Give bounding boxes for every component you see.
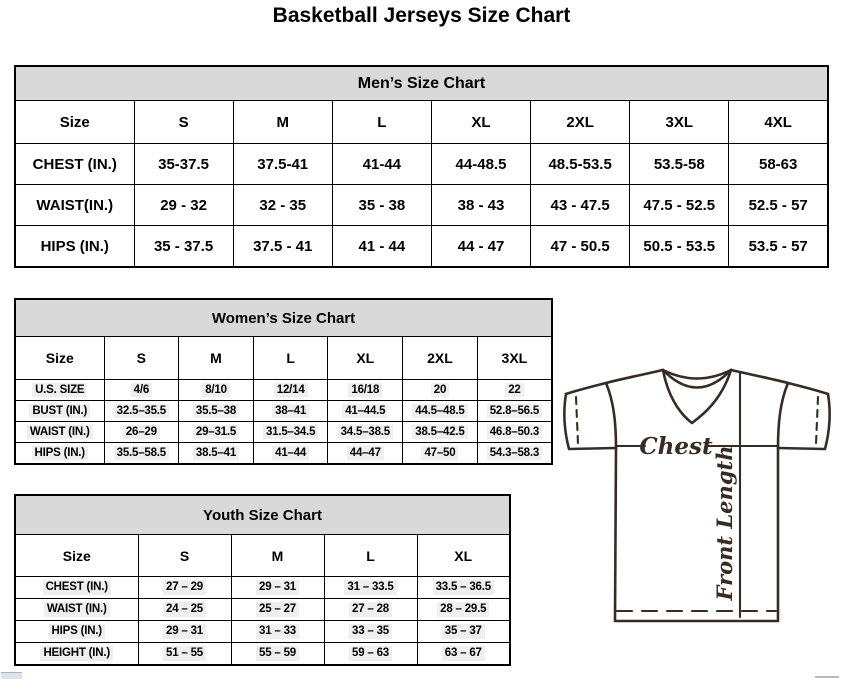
size-col-header: 2XL bbox=[531, 101, 630, 144]
size-col-header: 3XL bbox=[477, 337, 552, 380]
cell bbox=[417, 621, 510, 643]
table-row bbox=[15, 144, 828, 185]
cell bbox=[179, 401, 254, 422]
row-label bbox=[15, 401, 104, 422]
cell-value: 31 – 33.5 bbox=[344, 580, 396, 594]
cell-value: 38 - 43 bbox=[431, 185, 530, 226]
cell bbox=[138, 577, 231, 599]
cell-value: 27 – 28 bbox=[349, 602, 392, 616]
row-label bbox=[15, 621, 138, 643]
mens-table-title: Men’s Size Chart bbox=[15, 66, 828, 101]
cell-value: 29–31.5 bbox=[193, 425, 239, 439]
mens-size-table bbox=[14, 65, 829, 268]
cell bbox=[328, 380, 403, 401]
size-col-header: 4XL bbox=[729, 101, 828, 144]
row-label bbox=[15, 380, 104, 401]
size-col-header: M bbox=[231, 535, 324, 577]
cell bbox=[477, 380, 552, 401]
cell-value: 37.5-41 bbox=[233, 144, 332, 185]
cell-value: 47–50 bbox=[421, 446, 458, 460]
size-corner-label: Size bbox=[15, 337, 104, 380]
cell bbox=[104, 443, 179, 465]
cell-value: 43 - 47.5 bbox=[531, 185, 630, 226]
row-label bbox=[15, 577, 138, 599]
page-artifact bbox=[1, 672, 22, 679]
cell-value: 41–44.5 bbox=[342, 404, 388, 418]
cell-value: 32 - 35 bbox=[233, 185, 332, 226]
cell bbox=[417, 643, 510, 666]
cell-value: 25 – 27 bbox=[256, 602, 299, 616]
cell-value: 54.3–58.3 bbox=[487, 446, 542, 460]
cell-value: 26–29 bbox=[123, 425, 160, 439]
cell-value: 38.5–42.5 bbox=[412, 425, 467, 439]
cell bbox=[138, 599, 231, 621]
cell bbox=[104, 422, 179, 443]
cell-value: 44–47 bbox=[347, 446, 384, 460]
cell-value: 12/14 bbox=[274, 383, 308, 397]
womens-size-table bbox=[14, 298, 553, 465]
cell-value: 35.5–58.5 bbox=[114, 446, 169, 460]
row-label bbox=[15, 643, 138, 666]
cell-value: 38.5–41 bbox=[193, 446, 239, 460]
cell-value: 35.5–38 bbox=[193, 404, 239, 418]
cell bbox=[231, 577, 324, 599]
cell-value: 27 – 29 bbox=[163, 580, 206, 594]
table-row bbox=[15, 577, 510, 599]
cell bbox=[324, 621, 417, 643]
row-label-text: WAIST (IN.) bbox=[27, 425, 93, 439]
cell bbox=[138, 621, 231, 643]
row-label bbox=[15, 599, 138, 621]
cell bbox=[253, 401, 328, 422]
cell bbox=[253, 380, 328, 401]
table-row bbox=[15, 226, 828, 268]
cell-value: 52.5 - 57 bbox=[729, 185, 828, 226]
size-col-header: L bbox=[332, 101, 431, 144]
table-row bbox=[15, 599, 510, 621]
cell-value: 41-44 bbox=[332, 144, 431, 185]
cell-value: 32.5–35.5 bbox=[114, 404, 169, 418]
cell-value: 55 – 59 bbox=[256, 646, 299, 660]
table-row bbox=[15, 422, 552, 443]
cell bbox=[104, 380, 179, 401]
table-row bbox=[15, 66, 828, 101]
cell-value: 35-37.5 bbox=[134, 144, 233, 185]
cell-value: 29 – 31 bbox=[163, 624, 206, 638]
table-row bbox=[15, 443, 552, 465]
size-col-header: L bbox=[324, 535, 417, 577]
youth-table-title: Youth Size Chart bbox=[15, 495, 510, 535]
cell-value: 52.8–56.5 bbox=[487, 404, 542, 418]
cell-value: 44-48.5 bbox=[431, 144, 530, 185]
cell-value: 58-63 bbox=[729, 144, 828, 185]
cell-value: 24 – 25 bbox=[163, 602, 206, 616]
youth-size-table bbox=[14, 494, 511, 666]
cell bbox=[477, 401, 552, 422]
cell-value: 41–44 bbox=[272, 446, 309, 460]
size-col-header: M bbox=[233, 101, 332, 144]
table-row bbox=[15, 643, 510, 666]
cell bbox=[324, 643, 417, 666]
table-row bbox=[15, 535, 510, 577]
cell-value: 31.5–34.5 bbox=[263, 425, 318, 439]
cell-value: 22 bbox=[505, 383, 523, 397]
cell bbox=[179, 380, 254, 401]
cell-value: 35 – 37 bbox=[442, 624, 485, 638]
cell-value: 16/18 bbox=[348, 383, 382, 397]
cell bbox=[328, 401, 403, 422]
cell-value: 53.5 - 57 bbox=[729, 226, 828, 268]
cell bbox=[328, 422, 403, 443]
size-col-header: S bbox=[104, 337, 179, 380]
row-label-text: HIPS (IN.) bbox=[32, 446, 88, 460]
cell-value: 8/10 bbox=[202, 383, 230, 397]
cell-value: 51 – 55 bbox=[163, 646, 206, 660]
cell bbox=[231, 599, 324, 621]
size-col-header: S bbox=[138, 535, 231, 577]
cell-value: 38–41 bbox=[272, 404, 309, 418]
cell bbox=[179, 422, 254, 443]
size-corner-label: Size bbox=[15, 535, 138, 577]
row-label-text: BUST (IN.) bbox=[29, 404, 90, 418]
cell bbox=[231, 621, 324, 643]
table-row bbox=[15, 380, 552, 401]
cell bbox=[324, 577, 417, 599]
womens-table-title: Women’s Size Chart bbox=[15, 299, 552, 337]
table-row bbox=[15, 337, 552, 380]
size-col-header: M bbox=[179, 337, 254, 380]
cell bbox=[417, 577, 510, 599]
cell-value: 31 – 33 bbox=[256, 624, 299, 638]
cell-value: 34.5–38.5 bbox=[338, 425, 393, 439]
cell-value: 48.5-53.5 bbox=[531, 144, 630, 185]
cell-value: 47 - 50.5 bbox=[531, 226, 630, 268]
cell-value: 35 - 37.5 bbox=[134, 226, 233, 268]
cell-value: 35 - 38 bbox=[332, 185, 431, 226]
row-label-text: HIPS (IN.) bbox=[49, 624, 105, 638]
row-label bbox=[15, 443, 104, 465]
table-row bbox=[15, 401, 552, 422]
cell-value: 47.5 - 52.5 bbox=[630, 185, 729, 226]
row-label: HIPS (IN.) bbox=[15, 226, 134, 268]
size-corner-label: Size bbox=[15, 101, 134, 144]
cell-value: 33 – 35 bbox=[349, 624, 392, 638]
row-label-text: CHEST (IN.) bbox=[43, 580, 111, 594]
cell bbox=[403, 380, 478, 401]
size-col-header: 2XL bbox=[403, 337, 478, 380]
cell bbox=[477, 443, 552, 465]
jersey-measurement-diagram bbox=[556, 360, 838, 628]
front-length-label: Front Length bbox=[712, 445, 737, 601]
size-col-header: S bbox=[134, 101, 233, 144]
size-col-header: 3XL bbox=[630, 101, 729, 144]
cell bbox=[179, 443, 254, 465]
table-row bbox=[15, 299, 552, 337]
cell-value: 50.5 - 53.5 bbox=[630, 226, 729, 268]
row-label bbox=[15, 422, 104, 443]
cell bbox=[104, 401, 179, 422]
cell bbox=[403, 443, 478, 465]
cell-value: 44.5–48.5 bbox=[412, 404, 467, 418]
page-title: Basketball Jerseys Size Chart bbox=[272, 4, 571, 27]
size-col-header: L bbox=[253, 337, 328, 380]
cell bbox=[403, 401, 478, 422]
cell bbox=[403, 422, 478, 443]
size-col-header: XL bbox=[328, 337, 403, 380]
page-artifact bbox=[815, 676, 839, 678]
cell bbox=[324, 599, 417, 621]
cell-value: 63 – 67 bbox=[442, 646, 485, 660]
row-label-text: U.S. SIZE bbox=[32, 383, 87, 397]
cell-value: 29 – 31 bbox=[256, 580, 299, 594]
cell-value: 37.5 - 41 bbox=[233, 226, 332, 268]
row-label-text: HEIGHT (IN.) bbox=[40, 646, 113, 660]
cell-value: 4/6 bbox=[131, 383, 152, 397]
cell bbox=[253, 443, 328, 465]
table-row bbox=[15, 495, 510, 535]
cell-value: 41 - 44 bbox=[332, 226, 431, 268]
cell-value: 46.8–50.3 bbox=[487, 425, 542, 439]
cell-value: 33.5 – 36.5 bbox=[433, 580, 494, 594]
jersey-diagram-icon bbox=[556, 360, 838, 628]
row-label: CHEST (IN.) bbox=[15, 144, 134, 185]
size-col-header: XL bbox=[431, 101, 530, 144]
cell bbox=[138, 643, 231, 666]
cell-value: 59 – 63 bbox=[349, 646, 392, 660]
cell bbox=[328, 443, 403, 465]
cell-value: 53.5-58 bbox=[630, 144, 729, 185]
cell bbox=[231, 643, 324, 666]
cell-value: 29 - 32 bbox=[134, 185, 233, 226]
cell bbox=[417, 599, 510, 621]
row-label: WAIST(IN.) bbox=[15, 185, 134, 226]
cell-value: 44 - 47 bbox=[431, 226, 530, 268]
cell-value: 20 bbox=[431, 383, 449, 397]
chest-label: Chest bbox=[639, 433, 713, 460]
row-label-text: WAIST (IN.) bbox=[44, 602, 110, 616]
cell-value: 28 – 29.5 bbox=[437, 602, 489, 616]
cell bbox=[253, 422, 328, 443]
table-row bbox=[15, 101, 828, 144]
table-row bbox=[15, 185, 828, 226]
table-row bbox=[15, 621, 510, 643]
cell bbox=[477, 422, 552, 443]
size-col-header: XL bbox=[417, 535, 510, 577]
